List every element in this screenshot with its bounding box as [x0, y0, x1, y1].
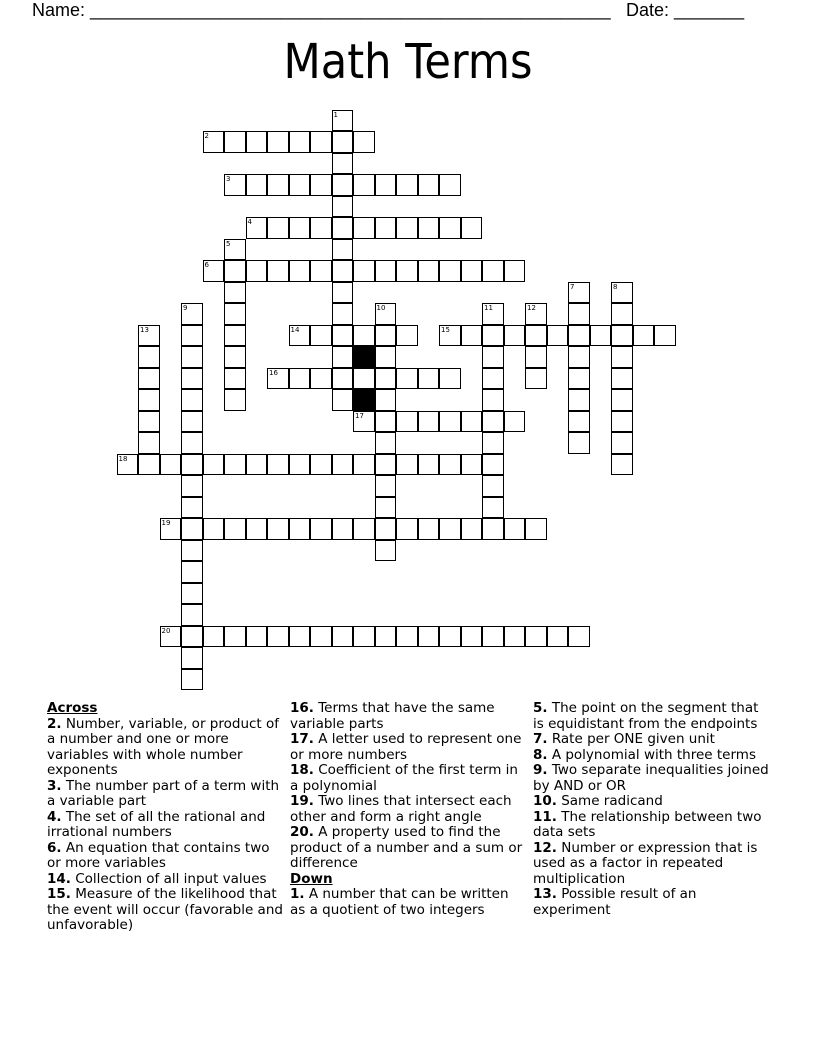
grid-cell[interactable] — [310, 260, 332, 282]
grid-cell[interactable] — [203, 518, 225, 540]
grid-cell[interactable] — [332, 389, 354, 411]
clue-number-label: 3 — [226, 175, 231, 183]
clue-across-14: 14. Collection of all input values — [47, 870, 267, 887]
clue-number-label: 17 — [355, 411, 364, 420]
grid-cell[interactable] — [525, 626, 547, 648]
grid-cell[interactable] — [568, 346, 590, 368]
clue-number-label: 9 — [183, 304, 188, 312]
clue-number-label: 19 — [161, 519, 171, 527]
grid-cell[interactable] — [439, 260, 461, 282]
clue-number-label: 12 — [527, 304, 536, 312]
grid-cell[interactable] — [181, 346, 203, 368]
grid-cell[interactable] — [353, 518, 375, 540]
grid-cell[interactable] — [332, 626, 354, 648]
grid-cell[interactable] — [289, 368, 311, 390]
grid-cell[interactable] — [332, 196, 354, 218]
grid-cell[interactable] — [568, 626, 590, 648]
grid-cell[interactable] — [353, 174, 375, 196]
grid-cell[interactable] — [246, 626, 268, 648]
grid-cell[interactable] — [267, 626, 289, 648]
grid-cell[interactable] — [332, 217, 354, 239]
grid-cell[interactable] — [332, 239, 354, 261]
grid-cell[interactable] — [461, 454, 483, 476]
grid-cell[interactable] — [181, 669, 203, 691]
grid-cell[interactable] — [138, 389, 160, 411]
grid-cell[interactable] — [568, 389, 590, 411]
page-title: Math Terms — [283, 34, 533, 90]
grid-cell[interactable] — [138, 368, 160, 390]
grid-cell[interactable] — [611, 346, 633, 368]
clue-down-11: 11. The relationship between two data sets — [533, 808, 762, 840]
grid-cell[interactable] — [332, 325, 354, 347]
grid-cell[interactable] — [525, 346, 547, 368]
grid-cell[interactable] — [310, 217, 332, 239]
grid-cell[interactable] — [504, 260, 526, 282]
grid-cell[interactable] — [138, 432, 160, 454]
grid-cell[interactable] — [568, 325, 590, 347]
clue-number-label: 2 — [204, 132, 209, 140]
grid-cell[interactable] — [332, 346, 354, 368]
grid-cell[interactable] — [461, 325, 483, 347]
grid-cell[interactable] — [332, 518, 354, 540]
grid-cell[interactable] — [396, 454, 418, 476]
grid-cell[interactable] — [418, 454, 440, 476]
grid-cell[interactable] — [418, 217, 440, 239]
grid-cell[interactable] — [482, 325, 504, 347]
grid-cell[interactable] — [203, 454, 225, 476]
grid-cell[interactable] — [439, 325, 461, 347]
clue-across-15: 15. Measure of the likelihood that the event will occur (favorable and unfavorable) — [47, 886, 283, 933]
grid-cell[interactable] — [138, 454, 160, 476]
grid-cell[interactable] — [246, 217, 268, 239]
grid-cell[interactable] — [504, 325, 526, 347]
clue-down-9: 9. Two separate inequalities joined by AND or OR — [533, 762, 769, 794]
grid-cell[interactable] — [332, 174, 354, 196]
grid-cell[interactable] — [224, 239, 246, 261]
grid-cell[interactable] — [482, 518, 504, 540]
clue-down-13: 13. Possible result of an experiment — [533, 886, 697, 918]
grid-cell[interactable] — [224, 454, 246, 476]
black-square — [353, 346, 375, 368]
clue-down-8: 8. A polynomial with three terms — [533, 746, 756, 763]
grid-cell[interactable] — [375, 260, 397, 282]
grid-cell[interactable] — [461, 411, 483, 433]
grid-cell[interactable] — [396, 518, 418, 540]
clue-across-17: 17. A letter used to represent one or more numbers — [290, 731, 522, 763]
clue-down-5: 5. The point on the segment that is equidistant from the endpoints — [533, 700, 759, 732]
grid-cell[interactable] — [310, 626, 332, 648]
grid-cell[interactable] — [332, 368, 354, 390]
grid-cell[interactable] — [181, 583, 203, 605]
date-field[interactable]: Date: _______ — [626, 0, 745, 20]
grid-cell[interactable] — [525, 368, 547, 390]
grid-cell[interactable] — [224, 303, 246, 325]
grid-cell[interactable] — [267, 260, 289, 282]
grid-cell[interactable] — [482, 411, 504, 433]
grid-cell[interactable] — [461, 518, 483, 540]
clue-across-19: 19. Two lines that intersect each other and form a right angle — [290, 793, 512, 825]
grid-cell[interactable] — [461, 626, 483, 648]
grid-cell[interactable] — [332, 110, 354, 132]
grid-cell[interactable] — [160, 626, 182, 648]
grid-cell[interactable] — [181, 540, 203, 562]
black-square — [353, 389, 375, 411]
grid-cell[interactable] — [138, 411, 160, 433]
clue-number-label: 20 — [161, 626, 171, 635]
clue-number-label: 1 — [333, 110, 338, 119]
grid-cell[interactable] — [289, 260, 311, 282]
clue-across-18: 18. Coefficient of the first term in a polynomial — [290, 762, 518, 794]
grid-cell[interactable] — [439, 174, 461, 196]
grid-cell[interactable] — [224, 282, 246, 304]
grid-cell[interactable] — [482, 260, 504, 282]
grid-cell[interactable] — [332, 260, 354, 282]
clue-across-2: 2. Number, variable, or product of a number and one or more variables with whole number exponents — [47, 715, 280, 778]
grid-cell[interactable] — [203, 131, 225, 153]
grid-cell[interactable] — [353, 626, 375, 648]
grid-cell[interactable] — [568, 411, 590, 433]
grid-cell[interactable] — [396, 626, 418, 648]
grid-cell[interactable] — [418, 411, 440, 433]
grid-cell[interactable] — [396, 174, 418, 196]
grid-cell[interactable] — [375, 174, 397, 196]
grid-cell[interactable] — [418, 174, 440, 196]
grid-cell[interactable] — [375, 518, 397, 540]
grid-cell[interactable] — [310, 325, 332, 347]
grid-cell[interactable] — [310, 518, 332, 540]
grid-cell[interactable] — [224, 260, 246, 282]
grid-cell[interactable] — [353, 454, 375, 476]
grid-cell[interactable] — [310, 174, 332, 196]
grid-cell[interactable] — [267, 131, 289, 153]
grid-cell[interactable] — [181, 303, 203, 325]
grid-cell[interactable] — [289, 626, 311, 648]
grid-cell[interactable] — [353, 260, 375, 282]
clue-down-12: 12. Number or expression that is used as a factor in repeated multiplication — [533, 839, 758, 887]
grid-cell[interactable] — [181, 518, 203, 540]
grid-cell[interactable] — [138, 325, 160, 347]
grid-cell[interactable] — [353, 368, 375, 390]
grid-cell[interactable] — [611, 282, 633, 304]
grid-cell[interactable] — [181, 647, 203, 669]
grid-cell[interactable] — [439, 518, 461, 540]
clue-across-20: 20. A property used to find the product of a number and a sum or difference — [290, 824, 523, 871]
grid-cell[interactable] — [246, 131, 268, 153]
grid-cell[interactable] — [439, 217, 461, 239]
clue-across-16: 16. Terms that have the same variable parts — [290, 700, 495, 732]
grid-cell[interactable] — [181, 432, 203, 454]
grid-cell[interactable] — [418, 626, 440, 648]
grid-cell[interactable] — [482, 389, 504, 411]
grid-cell[interactable] — [439, 454, 461, 476]
clue-number-label: 4 — [247, 218, 252, 226]
grid-cell[interactable] — [224, 325, 246, 347]
grid-cell[interactable] — [482, 303, 504, 325]
grid-cell[interactable] — [375, 626, 397, 648]
grid-cell[interactable] — [482, 432, 504, 454]
grid-cell[interactable] — [482, 497, 504, 519]
grid-cell[interactable] — [160, 518, 182, 540]
clue-number-label: 16 — [269, 368, 278, 377]
grid-cell[interactable] — [310, 131, 332, 153]
grid-cell[interactable] — [375, 325, 397, 347]
grid-cell[interactable] — [332, 282, 354, 304]
grid-cell[interactable] — [611, 389, 633, 411]
grid-cell[interactable] — [267, 368, 289, 390]
grid-cell[interactable] — [267, 174, 289, 196]
clue-column-3 — [533, 701, 771, 918]
grid-cell[interactable] — [654, 325, 676, 347]
grid-cell[interactable] — [482, 346, 504, 368]
grid-cell[interactable] — [353, 217, 375, 239]
grid-cell[interactable] — [181, 325, 203, 347]
across-heading: Across — [47, 700, 98, 716]
grid-cell[interactable] — [224, 626, 246, 648]
grid-cell[interactable] — [138, 346, 160, 368]
grid-cell[interactable] — [504, 518, 526, 540]
grid-cell[interactable] — [246, 260, 268, 282]
clue-column-2 — [290, 701, 528, 918]
grid-cell[interactable] — [568, 368, 590, 390]
grid-cell[interactable] — [246, 454, 268, 476]
grid-cell[interactable] — [332, 303, 354, 325]
clue-number-label: 14 — [290, 325, 300, 334]
grid-cell[interactable] — [224, 174, 246, 196]
clue-down-7: 7. Rate per ONE given unit — [533, 731, 715, 747]
grid-cell[interactable] — [375, 368, 397, 390]
grid-cell[interactable] — [611, 368, 633, 390]
grid-cell[interactable] — [267, 454, 289, 476]
grid-cell[interactable] — [611, 325, 633, 347]
grid-cell[interactable] — [375, 454, 397, 476]
grid-cell[interactable] — [611, 411, 633, 433]
grid-cell[interactable] — [525, 303, 547, 325]
grid-cell[interactable] — [375, 411, 397, 433]
grid-cell[interactable] — [547, 325, 569, 347]
grid-cell[interactable] — [504, 411, 526, 433]
grid-cell[interactable] — [418, 518, 440, 540]
grid-cell[interactable] — [461, 260, 483, 282]
grid-cell[interactable] — [396, 368, 418, 390]
grid-cell[interactable] — [375, 389, 397, 411]
grid-cell[interactable] — [353, 411, 375, 433]
grid-cell[interactable] — [267, 518, 289, 540]
grid-cell[interactable] — [181, 411, 203, 433]
grid-cell[interactable] — [396, 217, 418, 239]
grid-cell[interactable] — [224, 518, 246, 540]
grid-cell[interactable] — [289, 518, 311, 540]
grid-cell[interactable] — [224, 368, 246, 390]
clue-number-label: 18 — [118, 454, 128, 463]
grid-cell[interactable] — [568, 282, 590, 304]
clue-number-label: 6 — [204, 261, 209, 269]
grid-cell[interactable] — [181, 561, 203, 583]
name-field[interactable]: Name: ____________________________________________________ — [32, 0, 611, 20]
clue-across-4: 4. The set of all the rational and irrational numbers — [47, 808, 266, 840]
grid-cell[interactable] — [375, 432, 397, 454]
clue-across-3: 3. The number part of a term with a variable part — [47, 777, 280, 809]
grid-cell[interactable] — [611, 454, 633, 476]
grid-cell[interactable] — [181, 475, 203, 497]
clue-number-label: 13 — [140, 325, 149, 334]
grid-cell[interactable] — [439, 626, 461, 648]
grid-cell[interactable] — [568, 303, 590, 325]
grid-cell[interactable] — [289, 174, 311, 196]
grid-cell[interactable] — [525, 325, 547, 347]
grid-cell[interactable] — [181, 454, 203, 476]
grid-cell[interactable] — [310, 368, 332, 390]
grid-cell[interactable] — [332, 153, 354, 175]
grid-cell[interactable] — [375, 303, 397, 325]
clue-down-1: 1. A number that can be written as a quotient of two integers — [290, 886, 509, 918]
grid-cell[interactable] — [375, 475, 397, 497]
grid-cell[interactable] — [224, 346, 246, 368]
clue-number-label: 5 — [226, 239, 231, 248]
grid-cell[interactable] — [461, 217, 483, 239]
grid-cell[interactable] — [590, 325, 612, 347]
grid-cell[interactable] — [181, 626, 203, 648]
grid-cell[interactable] — [289, 131, 311, 153]
clue-down-10: 10. Same radicand — [533, 793, 663, 809]
grid-cell[interactable] — [353, 325, 375, 347]
grid-cell[interactable] — [310, 454, 332, 476]
grid-cell[interactable] — [224, 131, 246, 153]
grid-cell[interactable] — [246, 518, 268, 540]
grid-cell[interactable] — [396, 260, 418, 282]
grid-cell[interactable] — [353, 131, 375, 153]
grid-cell[interactable] — [181, 389, 203, 411]
grid-cell[interactable] — [289, 325, 311, 347]
grid-cell[interactable] — [181, 497, 203, 519]
grid-cell[interactable] — [203, 260, 225, 282]
grid-cell[interactable] — [439, 368, 461, 390]
grid-cell[interactable] — [332, 454, 354, 476]
grid-cell[interactable] — [482, 454, 504, 476]
grid-cell[interactable] — [611, 303, 633, 325]
grid-cell[interactable] — [375, 346, 397, 368]
clue-number-label: 8 — [613, 282, 618, 291]
clue-number-label: 11 — [484, 304, 493, 312]
grid-cell[interactable] — [396, 325, 418, 347]
grid-cell[interactable] — [568, 432, 590, 454]
grid-cell[interactable] — [611, 432, 633, 454]
grid-cell[interactable] — [181, 368, 203, 390]
grid-cell[interactable] — [181, 604, 203, 626]
grid-cell[interactable] — [160, 454, 182, 476]
grid-cell[interactable] — [482, 626, 504, 648]
clue-number-label: 15 — [441, 325, 450, 334]
grid-cell[interactable] — [504, 626, 526, 648]
grid-cell[interactable] — [418, 260, 440, 282]
grid-cell[interactable] — [439, 411, 461, 433]
clue-number-label: 7 — [570, 282, 575, 291]
grid-cell[interactable] — [547, 626, 569, 648]
grid-cell[interactable] — [633, 325, 655, 347]
clue-across-6: 6. An equation that contains two or more variables — [47, 839, 270, 871]
grid-cell[interactable] — [375, 497, 397, 519]
grid-cell[interactable] — [525, 518, 547, 540]
down-heading: Down — [290, 870, 333, 887]
grid-cell[interactable] — [396, 411, 418, 433]
grid-cell[interactable] — [332, 131, 354, 153]
grid-cell[interactable] — [267, 217, 289, 239]
grid-cell[interactable] — [375, 217, 397, 239]
grid-cell[interactable] — [482, 475, 504, 497]
grid-cell[interactable] — [203, 626, 225, 648]
grid-cell[interactable] — [117, 454, 139, 476]
grid-cell[interactable] — [418, 368, 440, 390]
grid-cell[interactable] — [224, 389, 246, 411]
grid-cell[interactable] — [375, 540, 397, 562]
grid-cell[interactable] — [246, 174, 268, 196]
grid-cell[interactable] — [289, 217, 311, 239]
grid-cell[interactable] — [482, 368, 504, 390]
clue-number-label: 10 — [376, 304, 386, 312]
grid-cell[interactable] — [289, 454, 311, 476]
clue-column-1 — [47, 701, 285, 934]
